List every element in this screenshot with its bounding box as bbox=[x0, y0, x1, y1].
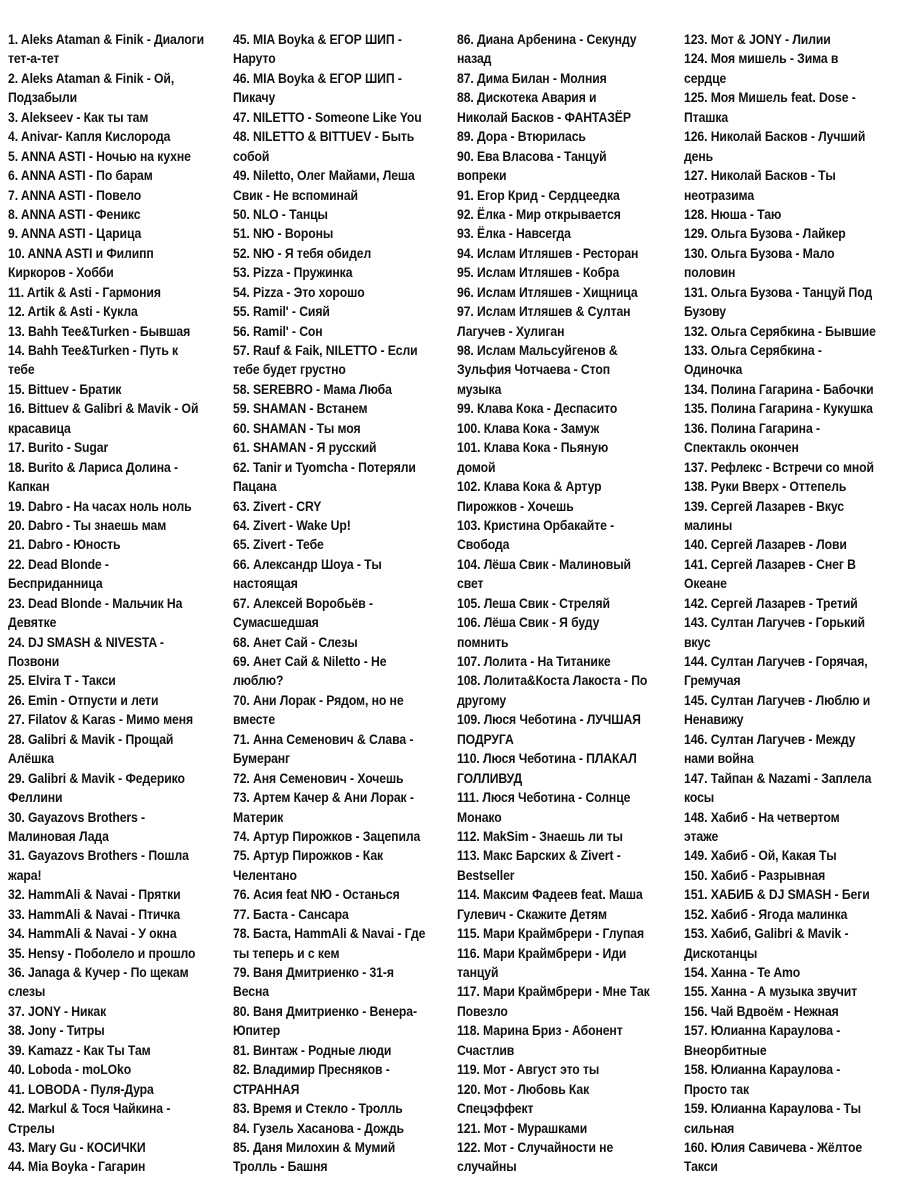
track-line: музыка bbox=[457, 381, 502, 398]
track-line: 46. MIA Boyka & ЕГОР ШИП - bbox=[233, 70, 402, 87]
track-line: жара! bbox=[8, 867, 42, 884]
track-line: косы bbox=[684, 790, 715, 807]
track-line: Одиночка bbox=[684, 362, 743, 379]
track-line: назад bbox=[457, 51, 492, 68]
track-line: 14. Bahh Tee&Turken - Путь к bbox=[8, 343, 179, 359]
track-line: Монако bbox=[457, 809, 502, 826]
track-line: 33. HammAli & Navai - Птичка bbox=[8, 906, 181, 923]
track-line: Позвони bbox=[8, 654, 60, 670]
track-line: 35. Hensy - Поболело и прошло bbox=[8, 945, 196, 962]
track-line: 142. Сергей Лазарев - Третий bbox=[684, 595, 858, 612]
track-line: 61. SHAMAN - Я русский bbox=[233, 440, 377, 457]
track-line: 17. Burito - Sugar bbox=[8, 440, 109, 457]
track-line: тет-а-тет bbox=[8, 51, 60, 68]
track-line: 128. Нюша - Таю bbox=[684, 206, 782, 223]
track-line: 20. Dabro - Ты знаешь мам bbox=[8, 517, 167, 534]
track-line: помнить bbox=[457, 634, 509, 651]
track-line: ПОДРУГА bbox=[457, 731, 514, 748]
track-line: 58. SEREBRO - Мама Люба bbox=[233, 381, 392, 398]
track-line: Челентано bbox=[233, 867, 297, 884]
track-line: 110. Люся Чеботина - ПЛАКАЛ bbox=[457, 751, 637, 768]
track-line: 15. Bittuev - Братик bbox=[8, 381, 122, 398]
track-line: 148. Хабиб - На четвертом bbox=[684, 809, 840, 826]
track-line: 155. Ханна - А музыка звучит bbox=[684, 984, 858, 1001]
track-line: 40. Loboda - moLOko bbox=[8, 1062, 132, 1079]
track-line: 79. Ваня Дмитриенко - 31-я bbox=[233, 965, 394, 981]
track-line: Тролль - Башня bbox=[233, 1159, 328, 1176]
track-line: 47. NILETTO - Someone Like You bbox=[233, 109, 422, 126]
track-line: Капкан bbox=[8, 479, 50, 496]
track-line: 9. ANNA ASTI - Царица bbox=[8, 226, 142, 243]
track-line: 55. Ramil' - Сияй bbox=[233, 304, 330, 321]
track-line: 37. JONY - Никак bbox=[8, 1003, 107, 1020]
track-line: 133. Ольга Серябкина - bbox=[684, 343, 822, 359]
track-line: 95. Ислам Итляшев - Кобра bbox=[457, 265, 620, 282]
track-line: 83. Время и Стекло - Тролль bbox=[233, 1101, 403, 1118]
track-line: 16. Bittuev & Galibri & Mavik - Ой bbox=[8, 401, 199, 418]
track-line: 160. Юлия Савичева - Жёлтое bbox=[684, 1139, 863, 1156]
track-line: Весна bbox=[233, 984, 269, 1001]
track-line: 34. HammAli & Navai - У окна bbox=[8, 926, 177, 943]
tracklist-column-4 bbox=[684, 31, 894, 1178]
track-line: 5. ANNA ASTI - Ночью на кухне bbox=[8, 148, 191, 165]
track-line: Киркоров - Хобби bbox=[8, 265, 114, 282]
track-line: 100. Клава Кока - Замуж bbox=[457, 420, 600, 437]
track-line: 99. Клава Кока - Деспасито bbox=[457, 401, 618, 418]
track-line: 124. Моя мишель - Зима в bbox=[684, 51, 839, 68]
track-line: Материк bbox=[233, 809, 284, 826]
track-line: 54. Pizza - Это хорошо bbox=[233, 284, 365, 301]
track-line: 24. DJ SMASH & NIVESTA - bbox=[8, 634, 164, 651]
track-line: 48. NILETTO & BITTUEV - Быть bbox=[233, 129, 415, 146]
track-line: 92. Ёлка - Мир открывается bbox=[457, 206, 621, 223]
track-line: Спектакль окончен bbox=[684, 440, 799, 457]
track-line: день bbox=[684, 148, 714, 165]
track-line: 121. Мот - Мурашками bbox=[457, 1120, 588, 1137]
track-line: Пацана bbox=[233, 479, 277, 496]
track-line: 90. Ева Власова - Танцуй bbox=[457, 148, 607, 165]
track-line: 23. Dead Blonde - Мальчик На bbox=[8, 595, 183, 612]
track-line: 143. Султан Лагучев - Горький bbox=[684, 615, 865, 632]
track-line: 144. Султан Лагучев - Горячая, bbox=[684, 654, 868, 670]
track-line: 82. Владимир Пресняков - bbox=[233, 1062, 390, 1079]
track-line: 119. Мот - Август это ты bbox=[457, 1062, 600, 1079]
track-line: 120. Мот - Любовь Как bbox=[457, 1081, 590, 1098]
track-line: Малиновая Лада bbox=[8, 828, 109, 845]
track-line: ты теперь и с кем bbox=[233, 945, 340, 962]
track-line: 50. NLO - Танцы bbox=[233, 206, 328, 223]
track-line: Пташка bbox=[684, 109, 729, 126]
track-line: 116. Мари Краймбрери - Иди bbox=[457, 945, 627, 962]
track-line: Внеорбитные bbox=[684, 1042, 767, 1059]
track-line: 42. Markul & Тося Чайкина - bbox=[8, 1101, 171, 1118]
track-line: Подзабыли bbox=[8, 90, 78, 107]
tracklist-column-2 bbox=[233, 31, 453, 1178]
track-line: собой bbox=[233, 148, 270, 165]
track-line: 93. Ёлка - Навсегда bbox=[457, 226, 571, 243]
track-line: танцуй bbox=[457, 965, 499, 981]
track-line: 147. Тайпан & Nazami - Заплела bbox=[684, 770, 872, 787]
track-line: 76. Асия feat NЮ - Останься bbox=[233, 887, 400, 904]
track-line: 36. Janaga & Кучер - По щекам bbox=[8, 965, 189, 981]
track-line: 115. Мари Краймбрери - Глупая bbox=[457, 926, 644, 943]
track-line: Пикачу bbox=[233, 90, 276, 107]
track-line: 2. Aleks Ataman & Finik - Ой, bbox=[8, 70, 175, 87]
track-line: 107. Лолита - На Титанике bbox=[457, 654, 611, 670]
track-line: сильная bbox=[684, 1120, 735, 1137]
track-line: малины bbox=[684, 517, 733, 534]
track-line: 111. Люся Чеботина - Солнце bbox=[457, 790, 631, 807]
track-line: красавица bbox=[8, 420, 71, 437]
track-line: Юпитер bbox=[233, 1023, 281, 1040]
track-line: Дискотанцы bbox=[684, 945, 758, 962]
track-line: 69. Анет Сай & Niletto - Не bbox=[233, 654, 387, 670]
track-line: 31. Gayazovs Brothers - Пошла bbox=[8, 848, 189, 865]
track-line: 135. Полина Гагарина - Кукушка bbox=[684, 401, 873, 418]
track-line: 146. Султан Лагучев - Между bbox=[684, 731, 856, 748]
track-line: 75. Артур Пирожков - Как bbox=[233, 848, 384, 865]
track-line: 104. Лёша Свик - Малиновый bbox=[457, 556, 631, 573]
track-line: 41. LOBODA - Пуля-Дура bbox=[8, 1081, 154, 1098]
track-line: 105. Леша Свик - Стреляй bbox=[457, 595, 610, 612]
track-line: другому bbox=[457, 692, 507, 709]
track-line: этаже bbox=[684, 828, 719, 845]
track-line: Свик - Не вспоминай bbox=[233, 187, 358, 204]
track-line: 118. Марина Бриз - Абонент bbox=[457, 1023, 623, 1040]
track-line: Bestseller bbox=[457, 867, 515, 884]
track-line: 138. Руки Вверх - Оттепель bbox=[684, 479, 847, 496]
track-line: свет bbox=[457, 576, 484, 593]
track-line: Гулевич - Скажите Детям bbox=[457, 906, 608, 923]
track-line: 67. Алексей Воробьёв - bbox=[233, 595, 374, 612]
track-line: 30. Gayazovs Brothers - bbox=[8, 809, 146, 826]
track-line: 134. Полина Гагарина - Бабочки bbox=[684, 381, 874, 398]
track-line: Свобода bbox=[457, 537, 510, 554]
track-line: вместе bbox=[233, 712, 276, 729]
track-line: Бузову bbox=[684, 304, 726, 321]
track-line: 137. Рефлекс - Встречи со мной bbox=[684, 459, 874, 476]
track-line: 28. Galibri & Mavik - Прощай bbox=[8, 731, 174, 748]
track-line: 77. Баста - Сансара bbox=[233, 906, 349, 923]
track-line: ГОЛЛИВУД bbox=[457, 770, 523, 787]
track-line: 150. Хабиб - Разрывная bbox=[684, 867, 826, 884]
track-line: 52. NЮ - Я тебя обидел bbox=[233, 245, 372, 262]
tracklist-column-3 bbox=[457, 31, 679, 1178]
track-line: 113. Макс Барских & Zivert - bbox=[457, 848, 621, 865]
track-line: 64. Zivert - Wake Up! bbox=[233, 517, 351, 534]
track-line: 29. Galibri & Mavik - Федерико bbox=[8, 770, 185, 787]
track-line: Ненавижу bbox=[684, 712, 744, 729]
track-line: 72. Аня Семенович - Хочешь bbox=[233, 770, 404, 787]
track-line: 4. Anivar- Капля Кислорода bbox=[8, 129, 171, 146]
track-line: 44. Mia Boyka - Гагарин bbox=[8, 1159, 146, 1176]
track-line: 152. Хабиб - Ягода малинка bbox=[684, 906, 848, 923]
track-line: 45. MIA Boyka & ЕГОР ШИП - bbox=[233, 32, 402, 48]
track-line: 71. Анна Семенович & Слава - bbox=[233, 731, 414, 748]
track-line: 84. Гузель Хасанова - Дождь bbox=[233, 1120, 404, 1137]
track-line: 62. Tanir и Tyomcha - Потеряли bbox=[233, 459, 416, 476]
track-line: вкус bbox=[684, 634, 711, 651]
track-line: 27. Filatov & Karas - Мимо меня bbox=[8, 712, 194, 729]
track-line: 10. ANNA ASTI и Филипп bbox=[8, 245, 154, 262]
track-line: 88. Дискотека Авария и bbox=[457, 90, 597, 107]
track-line: люблю? bbox=[233, 673, 284, 690]
track-line: 25. Elvira T - Такси bbox=[8, 673, 116, 690]
track-line: 60. SHAMAN - Ты моя bbox=[233, 420, 361, 437]
track-line: 97. Ислам Итляшев & Султан bbox=[457, 304, 631, 321]
track-line: 19. Dabro - На часах ноль ноль bbox=[8, 498, 192, 515]
track-line: 159. Юлианна Караулова - Ты bbox=[684, 1101, 862, 1118]
track-line: 73. Артем Качер & Ани Лорак - bbox=[233, 790, 414, 807]
track-line: 91. Егор Крид - Сердцеедка bbox=[457, 187, 620, 204]
track-line: 139. Сергей Лазарев - Вкус bbox=[684, 498, 844, 515]
track-line: 13. Bahh Tee&Turken - Бывшая bbox=[8, 323, 191, 340]
track-line: 141. Сергей Лазарев - Снег В bbox=[684, 556, 856, 573]
track-line: 66. Александр Шоуа - Ты bbox=[233, 556, 382, 573]
track-line: 49. Niletto, Олег Майами, Леша bbox=[233, 168, 415, 185]
track-line: 43. Mary Gu - КОСИЧКИ bbox=[8, 1139, 146, 1156]
track-line: 140. Сергей Лазарев - Лови bbox=[684, 537, 847, 554]
track-line: 11. Artik & Asti - Гармония bbox=[8, 284, 161, 301]
track-line: Сумасшедшая bbox=[233, 615, 319, 632]
track-line: слезы bbox=[8, 984, 46, 1001]
track-line: 74. Артур Пирожков - Зацепила bbox=[233, 828, 421, 845]
track-line: 85. Даня Милохин & Мумий bbox=[233, 1139, 396, 1156]
track-line: Пирожков - Хочешь bbox=[457, 498, 574, 515]
track-line: 157. Юлианна Караулова - bbox=[684, 1023, 841, 1040]
track-line: Наруто bbox=[233, 51, 276, 68]
track-line: 123. Мот & JONY - Лилии bbox=[684, 32, 831, 48]
track-line: Просто так bbox=[684, 1081, 749, 1098]
track-line: 26. Emin - Отпусти и лети bbox=[8, 692, 159, 709]
track-line: 154. Ханна - Te Amo bbox=[684, 965, 801, 981]
track-line: 106. Лёша Свик - Я буду bbox=[457, 615, 600, 632]
track-line: Бесприданница bbox=[8, 576, 103, 593]
track-line: 96. Ислам Итляшев - Хищница bbox=[457, 284, 638, 301]
track-line: Бумеранг bbox=[233, 751, 291, 768]
track-line: 112. MakSim - Знаешь ли ты bbox=[457, 828, 623, 845]
track-line: сердце bbox=[684, 70, 727, 87]
track-line: 158. Юлианна Караулова - bbox=[684, 1062, 841, 1079]
track-line: 153. Хабиб, Galibri & Mavik - bbox=[684, 926, 849, 943]
track-line: Николай Басков - ФАНТАЗЁР bbox=[457, 109, 631, 126]
track-line: 102. Клава Кока & Артур bbox=[457, 479, 602, 496]
tracklist-column-1 bbox=[8, 31, 226, 1178]
track-line: 129. Ольга Бузова - Лайкер bbox=[684, 226, 846, 243]
track-line: 87. Дима Билан - Молния bbox=[457, 70, 607, 87]
track-line: 94. Ислам Итляшев - Ресторан bbox=[457, 245, 639, 262]
track-line: 126. Николай Басков - Лучший bbox=[684, 129, 866, 146]
track-line: 39. Kamazz - Как Ты Там bbox=[8, 1042, 151, 1059]
track-line: 12. Artik & Asti - Кукла bbox=[8, 304, 138, 321]
track-line: вопреки bbox=[457, 168, 507, 185]
track-line: Феллини bbox=[8, 790, 63, 807]
track-line: Алёшка bbox=[8, 751, 54, 768]
track-line: 149. Хабиб - Ой, Какая Ты bbox=[684, 848, 837, 865]
track-line: 130. Ольга Бузова - Мало bbox=[684, 245, 835, 262]
track-line: 103. Кристина Орбакайте - bbox=[457, 517, 615, 534]
track-line: 22. Dead Blonde - bbox=[8, 556, 109, 573]
track-line: тебе bbox=[8, 362, 35, 379]
track-line: случайны bbox=[457, 1159, 517, 1176]
track-line: Стрелы bbox=[8, 1120, 55, 1137]
track-line: 57. Rauf & Faik, NILETTO - Если bbox=[233, 343, 418, 359]
track-line: 65. Zivert - Тебе bbox=[233, 537, 324, 554]
track-line: 145. Султан Лагучев - Люблю и bbox=[684, 692, 871, 709]
track-line: 127. Николай Басков - Ты bbox=[684, 168, 836, 185]
track-line: половин bbox=[684, 265, 736, 282]
track-line: тебе будет грустно bbox=[233, 362, 346, 379]
track-line: 18. Burito & Лариса Долина - bbox=[8, 459, 179, 476]
track-line: 78. Баста, HammAli & Navai - Где bbox=[233, 926, 426, 943]
track-line: 136. Полина Гагарина - bbox=[684, 420, 820, 437]
track-line: Такси bbox=[684, 1159, 718, 1176]
track-line: домой bbox=[457, 459, 496, 476]
track-line: 68. Анет Сай - Слезы bbox=[233, 634, 358, 651]
track-line: СТРАННАЯ bbox=[233, 1081, 300, 1098]
track-line: 1. Aleks Ataman & Finik - Диалоги bbox=[8, 32, 205, 48]
track-line: 51. NЮ - Вороны bbox=[233, 226, 334, 243]
track-line: 21. Dabro - Юность bbox=[8, 537, 121, 554]
track-line: 109. Люся Чеботина - ЛУЧШАЯ bbox=[457, 712, 641, 729]
track-line: 98. Ислам Мальсуйгенов & bbox=[457, 343, 618, 359]
track-line: 59. SHAMAN - Встанем bbox=[233, 401, 368, 418]
track-line: 80. Ваня Дмитриенко - Венера- bbox=[233, 1003, 417, 1020]
track-line: Повезло bbox=[457, 1003, 508, 1020]
track-line: 70. Ани Лорак - Рядом, но не bbox=[233, 692, 404, 709]
track-line: 32. HammAli & Navai - Прятки bbox=[8, 887, 181, 904]
track-line: 56. Ramil' - Сон bbox=[233, 323, 323, 340]
track-line: 63. Zivert - CRY bbox=[233, 498, 322, 515]
track-line: нами война bbox=[684, 751, 754, 768]
track-line: 53. Pizza - Пружинка bbox=[233, 265, 353, 282]
track-line: 38. Jony - Титры bbox=[8, 1023, 105, 1040]
track-line: 7. ANNA ASTI - Повело bbox=[8, 187, 142, 204]
track-line: Спецэффект bbox=[457, 1101, 534, 1118]
track-line: Океане bbox=[684, 576, 727, 593]
track-line: 132. Ольга Серябкина - Бывшие bbox=[684, 323, 876, 340]
track-line: 151. ХАБИБ & DJ SMASH - Беги bbox=[684, 887, 870, 904]
track-line: 131. Ольга Бузова - Танцуй Под bbox=[684, 284, 873, 301]
track-line: 122. Мот - Случайности не bbox=[457, 1139, 614, 1156]
track-line: Лагучев - Хулиган bbox=[457, 323, 565, 340]
track-line: настоящая bbox=[233, 576, 298, 593]
track-line: Гремучая bbox=[684, 673, 741, 690]
track-line: 125. Моя Мишель feat. Dose - bbox=[684, 90, 856, 107]
track-line: 101. Клава Кока - Пьяную bbox=[457, 440, 609, 457]
track-line: 3. Alekseev - Как ты там bbox=[8, 109, 149, 126]
track-line: 81. Винтаж - Родные люди bbox=[233, 1042, 392, 1059]
track-line: Зульфия Чотчаева - Стоп bbox=[457, 362, 610, 379]
track-line: 8. ANNA ASTI - Феникс bbox=[8, 206, 141, 223]
track-line: 117. Мари Краймбрери - Мне Так bbox=[457, 984, 650, 1001]
track-line: 156. Чай Вдвоём - Нежная bbox=[684, 1003, 839, 1020]
track-line: 6. ANNA ASTI - По барам bbox=[8, 168, 153, 185]
track-line: 114. Максим Фадеев feat. Маша bbox=[457, 887, 643, 904]
track-line: 89. Дора - Втюрилась bbox=[457, 129, 586, 146]
track-line: неотразима bbox=[684, 187, 755, 204]
track-line: 108. Лолита&Коста Лакоста - По bbox=[457, 673, 648, 690]
track-line: Счастлив bbox=[457, 1042, 515, 1059]
track-line: 86. Диана Арбенина - Секунду bbox=[457, 32, 637, 48]
track-line: Девятке bbox=[8, 615, 57, 632]
